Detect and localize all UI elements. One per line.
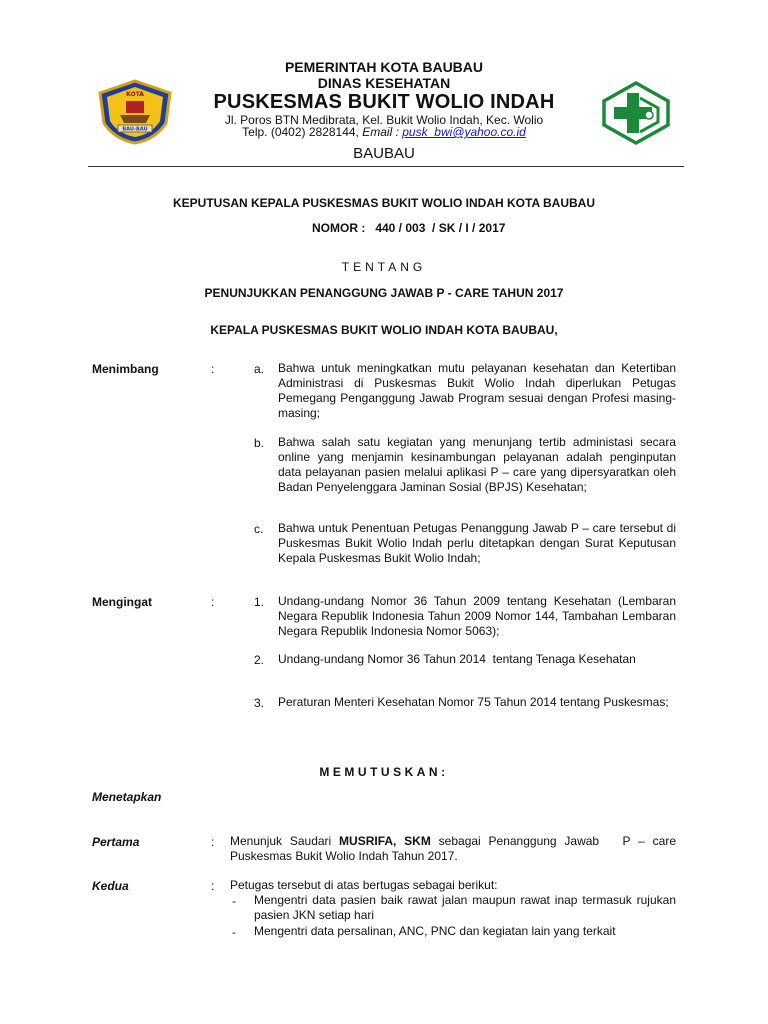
mengingat-item-3: Peraturan Menteri Kesehatan Nomor 75 Tahun 2014 tentang Puskesmas; (278, 695, 669, 709)
mengingat-colon: : (211, 595, 215, 609)
mengingat-marker-3: 3. (254, 696, 265, 710)
pertama-label: Pertama (92, 835, 140, 849)
about-heading: TENTANG (341, 260, 427, 274)
kedua-label: Kedua (92, 879, 129, 893)
appointee-name: MUSRIFA, SKM (339, 834, 431, 848)
pertama-text-before: Menunjuk Saudari (230, 834, 340, 848)
menimbang-colon: : (211, 362, 215, 376)
mengingat-marker-2: 2. (254, 653, 265, 667)
emblem-top-text: KOTA (126, 91, 144, 98)
mengingat-label: Mengingat (92, 595, 152, 609)
letterhead-divider (88, 166, 684, 167)
email-link[interactable]: pusk_bwi@yahoo.co.id (402, 125, 526, 139)
mengingat-item-1: Undang-undang Nomor 36 Tahun 2009 tentang Kesehatan (Lembaran Negara Republik Indonesia Tahun 2009 Nomor 144, Tambahan Lembaran Negara Republik Indonesia Nomor 5063); (278, 594, 676, 638)
decree-subject: PENUNJUKKAN PENANGGUNG JAWAB P - CARE TAHUN 2017 (204, 286, 564, 300)
decision-heading: MEMUTUSKAN: (319, 765, 449, 779)
department-name: DINAS KESEHATAN (317, 75, 451, 91)
mengingat-item-2: Undang-undang Nomor 36 Tahun 2014 tentang Tenaga Kesehatan (278, 652, 636, 666)
kedua-colon: : (211, 879, 215, 893)
contact-line (0, 125, 768, 139)
menimbang-marker-c: c. (254, 522, 264, 536)
menimbang-item-a: Bahwa untuk meningkatkan mutu pelayanan kesehatan dan Ketertiban Administrasi di Puskesmas Bukit Wolio Indah diperlukan Petugas Pemegang Penganggung Jawab Program sesuai dengan Profesi masing-masing; (278, 361, 676, 420)
pertama-colon: : (211, 835, 215, 849)
kedua-bullet-1: Mengentri data pasien baik rawat jalan maupun rawat inap termasuk rujukan pasien JKN setiap hari (254, 893, 676, 922)
city-name: BAUBAU (353, 145, 415, 162)
emblem-bottom-text: BAU-BAU (122, 126, 148, 133)
pertama-text (230, 834, 680, 864)
kedua-intro: Petugas tersebut di atas bertugas sebagai berikut: (230, 878, 498, 892)
decree-number: NOMOR : 440 / 003 / SK / I / 2017 (312, 221, 506, 235)
menimbang-label: Menimbang (92, 362, 159, 376)
government-name: PEMERINTAH KOTA BAUBAU (284, 59, 484, 75)
menimbang-item-c: Bahwa untuk Penentuan Petugas Penanggung Jawab P – care tersebut di Puskesmas Bukit Wolio Indah perlu ditetapkan dengan Surat Keputusan Kepala Puskesmas Bukit Wolio Indah; (278, 521, 676, 565)
kedua-bullet-1-marker: - (232, 894, 236, 908)
email-label: Email : (362, 125, 403, 139)
menimbang-marker-a: a. (254, 362, 265, 376)
organization-name: PUSKESMAS BUKIT WOLIO INDAH (213, 91, 555, 113)
address: Jl. Poros BTN Medibrata, Kel. Bukit Wolio Indah, Kec. Wolio (224, 113, 544, 127)
kedua-bullet-2: Mengentri data persalinan, ANC, PNC dan kegiatan lain yang terkait (254, 924, 616, 938)
mengingat-marker-1: 1. (254, 595, 265, 609)
menetapkan-label: Menetapkan (92, 790, 162, 804)
kedua-bullet-2-marker: - (232, 925, 236, 939)
menimbang-item-b: Bahwa salah satu kegiatan yang menunjang tertib administasi secara online yang menjamin kesinambungan pelayanan adalah penginputan data pelayanan pasien melalui aplikasi P – care yang dipersyaratkan oleh Badan Penyelenggara Jaminan Sosial (BPJS) Kesehatan; (278, 435, 676, 494)
authority-line: KEPALA PUSKESMAS BUKIT WOLIO INDAH KOTA BAUBAU, (210, 323, 558, 337)
phone: Telp. (0402) 2828144, (242, 125, 363, 139)
pertama-text-after: sebagai Penanggung Jawab P – care Puskesmas Bukit Wolio Indah Tahun 2017. (230, 834, 680, 863)
menimbang-marker-b: b. (254, 436, 265, 450)
decree-title: KEPUTUSAN KEPALA PUSKESMAS BUKIT WOLIO INDAH KOTA BAUBAU (173, 196, 595, 210)
